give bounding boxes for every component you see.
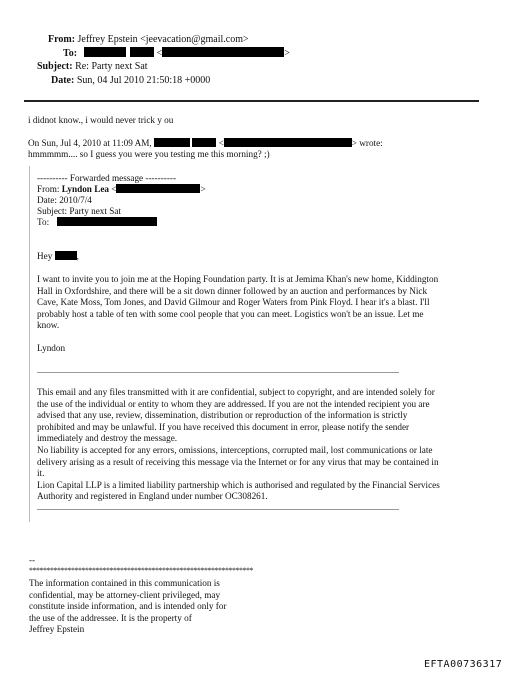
forwarded-gt: > (200, 184, 206, 194)
date-label: Date: (51, 75, 75, 86)
footer-line: the use of the addressee. It is the property of (29, 612, 192, 623)
forwarded-lt: < (111, 184, 117, 194)
from-label: From: (48, 34, 76, 45)
footer-line: confidential, may be attorney-client privileged, may (29, 589, 221, 600)
footer-line: Jeffrey Epstein (29, 624, 85, 635)
forwarded-marker: ---------- Forwarded message ---------- (37, 173, 177, 183)
forwarded-from-name: Lyndon Lea (61, 184, 109, 194)
disclaimer (37, 387, 497, 503)
forwarded-subject: Subject: Party next Sat (37, 206, 121, 216)
from-value: Jeffrey Epstein <jeevacation@gmail.com> (77, 34, 249, 45)
greeting-end: , (76, 251, 79, 261)
to-gt: > (284, 48, 290, 59)
document-stamp: EFTA00736317 (424, 659, 503, 670)
forwarded-date: Date: 2010/7/4 (37, 195, 92, 205)
redaction-block (84, 47, 126, 57)
date-value: Sun, 04 Jul 2010 21:50:18 +0000 (76, 75, 211, 86)
quoted-attribution (28, 138, 383, 150)
disclaimer-line: Authority and registered in England under number OC308261. (37, 491, 268, 502)
header-divider (24, 100, 479, 102)
greeting-word: Hey (37, 251, 53, 261)
paragraph-line: I want to invite you to join me at the Hoping Foundation party. It is at Jemima Khan's new home, Kiddington (37, 274, 439, 284)
redaction-block (55, 251, 77, 260)
subject-value: Re: Party next Sat (75, 61, 148, 72)
redaction-block (192, 138, 216, 147)
footer-line: constitute inside information, and is intended only for (29, 601, 227, 612)
paragraph-line: probably host a table of ten with some cool people that you can meet. Logistics won't be an issue. Let me (37, 308, 424, 319)
disclaimer-line: prohibited and may be unlawful. If you have received this document in error, please notify the sender (37, 421, 410, 432)
quoted-question: hmmmmm.... so I guess you were you testing me this morning? ;) (28, 149, 270, 159)
header-from (48, 34, 249, 46)
forwarded-to (37, 217, 157, 229)
header-date (51, 75, 210, 87)
forwarded-from-label: From: (37, 184, 60, 194)
disclaimer-line: This email and any files transmitted with it are confidential, subject to copyright, and are intended solely for (37, 387, 435, 397)
quote-bar (29, 166, 30, 522)
disclaimer-line: delivery arising as a result of receiving this message via the Internet or for any virus that may be contained in (37, 456, 439, 467)
disclaimer-divider-top (37, 372, 399, 373)
footer-stars: **************************************************************** (29, 566, 253, 575)
redaction-block (154, 138, 190, 147)
greeting (37, 251, 79, 263)
paragraph-line: Cave, Kate Moss, Tom Jones, and David Gilmour and Roger Waters from Pink Floyd. I hear it's a blast. I'll (37, 297, 430, 308)
disclaimer-line: Lion Capital LLP is a limited liability partnership which is authorised and regulated by the Financial Services (37, 479, 440, 490)
disclaimer-line: it. (37, 468, 45, 479)
reply-text: i didnot know., i would never trick y ou (28, 115, 174, 125)
to-label: To: (63, 48, 78, 59)
redaction-block (130, 47, 154, 57)
disclaimer-divider-bottom (37, 509, 399, 510)
disclaimer-line: the use of the individual or entity to whom they are addressed. If you are not the intended recipient you are (37, 398, 430, 409)
redaction-block (224, 138, 352, 147)
paragraph-line: know. (37, 320, 60, 331)
signature: Lyndon (37, 343, 66, 353)
subject-label: Subject: (37, 61, 73, 72)
message-paragraph (37, 274, 492, 332)
paragraph-line: Hall in Oxfordshire, and there will be a sit down dinner followed by an auction and performances by Nick (37, 285, 428, 296)
quoted-on-text: On Sun, Jul 4, 2010 at 11:09 AM, (28, 138, 152, 148)
disclaimer-line: immediately and destroy the message. (37, 433, 178, 444)
redaction-block (116, 184, 200, 193)
forwarded-to-label: To: (37, 217, 50, 227)
redaction-block (57, 217, 157, 226)
disclaimer-line: advised that any use, review, dissemination, distribution or reproduction of the information is strictly (37, 410, 408, 421)
disclaimer-line: No liability is accepted for any errors, omissions, interceptions, corrupted mail, lost communications or late (37, 444, 433, 455)
forwarded-from (37, 184, 206, 196)
footer-dashes: -- (29, 555, 36, 565)
redaction-block (162, 47, 284, 57)
header-to (63, 47, 290, 60)
footer-line: The information contained in this communication is (29, 578, 220, 588)
quoted-wrote: > wrote: (351, 138, 383, 148)
quoted-lt: < (218, 138, 224, 148)
to-lt: < (156, 48, 163, 59)
footer-notice (29, 578, 329, 636)
header-subject (37, 61, 148, 73)
